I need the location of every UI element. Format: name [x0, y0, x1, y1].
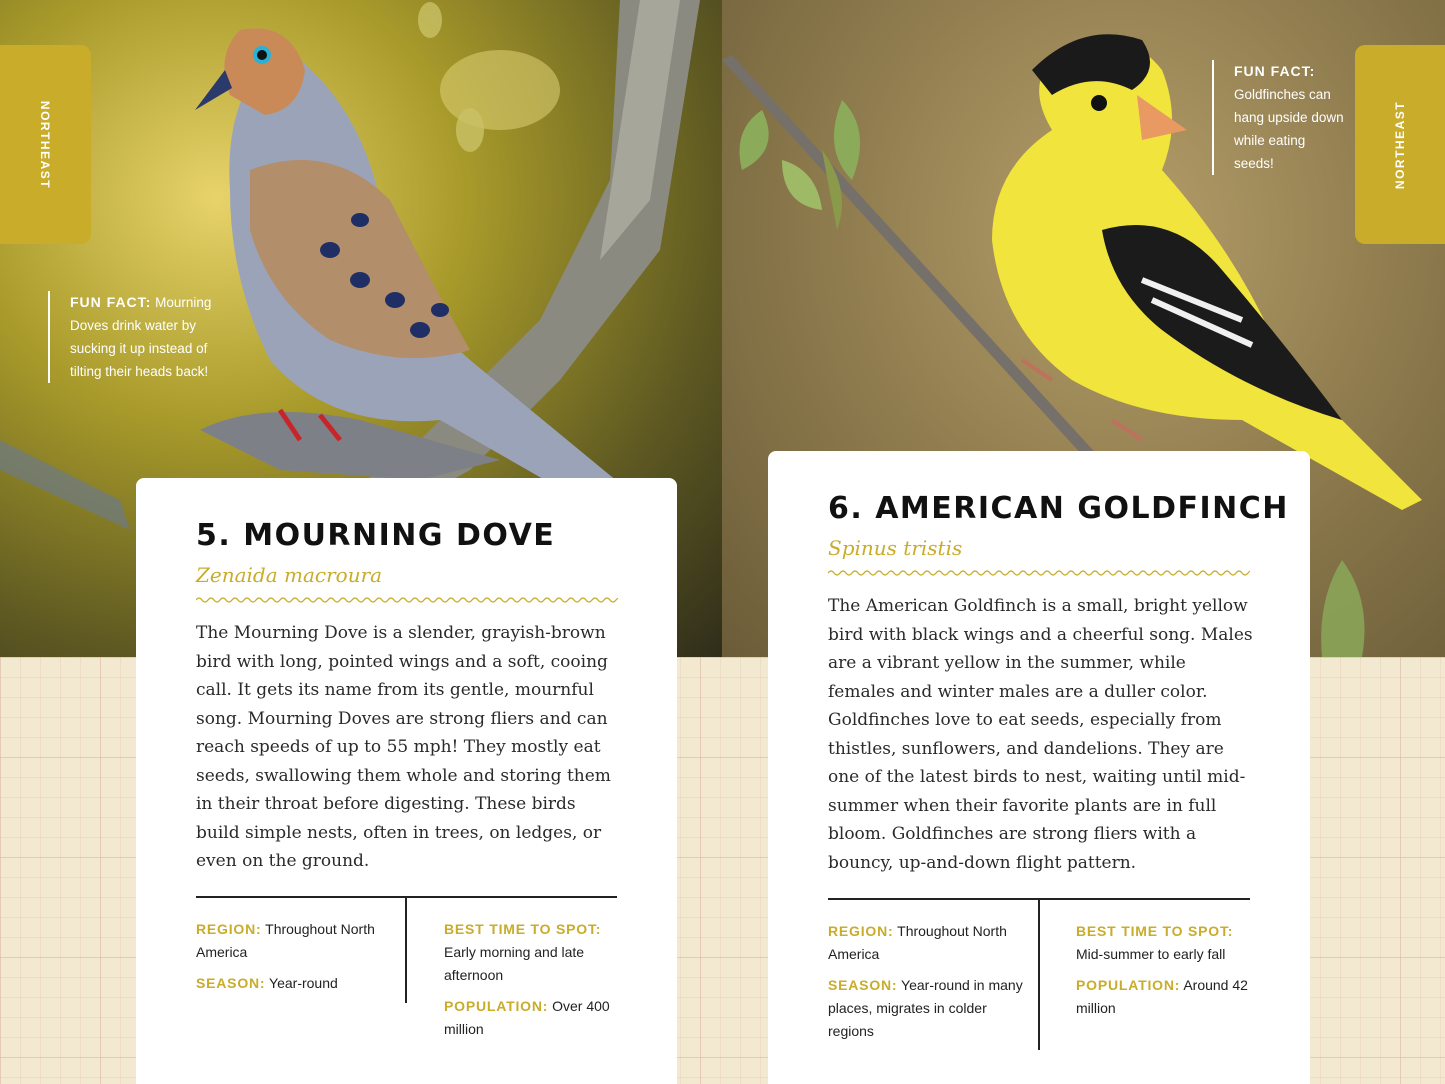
population-label: POPULATION:: [444, 998, 549, 1014]
fun-fact-right: [1212, 60, 1344, 175]
season-value: Year-round: [269, 975, 338, 991]
fun-fact-text: Goldfinches can hang upside down while eating seeds!: [1234, 87, 1344, 171]
info-column-right: [1076, 920, 1256, 1028]
info-column-left: [828, 920, 1023, 1051]
scientific-name: Zenaida macroura: [196, 563, 383, 587]
best-time-value: Early morning and late afternoon: [444, 944, 585, 983]
region-label: REGION:: [196, 921, 262, 937]
region-tab-left: [0, 45, 91, 244]
fun-fact-left: [48, 291, 223, 383]
bird-title: 5. MOURNING DOVE: [196, 518, 556, 553]
population-value: Over 400 million: [444, 998, 610, 1037]
best-time-value: Mid-summer to early fall: [1076, 946, 1226, 962]
season-label: SEASON:: [196, 975, 266, 991]
best-time-label: BEST TIME TO SPOT:: [1076, 923, 1234, 939]
fun-fact-label: FUN FACT:: [1234, 63, 1316, 79]
region-value: Throughout North America: [828, 923, 1007, 962]
season-value: Year-round in many places, migrates in colder regions: [828, 977, 1023, 1039]
scientific-name: Spinus tristis: [828, 536, 963, 560]
info-column-divider: [405, 898, 407, 1003]
bird-description: The Mourning Dove is a slender, grayish-brown bird with long, pointed wings and a soft, cooing call. It gets its name from its gentle, mournful song. Mourning Doves are strong fliers and can reach speeds of up to 55 mph! They mostly eat seeds, swallowing them whole and storing them in their throat before digesting. These birds build simple nests, often in trees, on ledges, or even on the ground.: [196, 623, 611, 871]
decorative-wave-divider: [196, 595, 618, 605]
fun-fact-label: FUN FACT:: [70, 294, 152, 310]
region-tab-label: NORTHEAST: [38, 100, 53, 189]
info-column-right: [444, 918, 624, 1049]
region-value: Throughout North America: [196, 921, 375, 960]
season-label: SEASON:: [828, 977, 898, 993]
bird-card-mourning-dove: [136, 478, 677, 1084]
region-label: REGION:: [828, 923, 894, 939]
decorative-wave-divider: [828, 568, 1250, 578]
bird-title: 6. AMERICAN GOLDFINCH: [828, 491, 1289, 526]
bird-card-american-goldfinch: [768, 451, 1310, 1084]
bird-description: The American Goldfinch is a small, bright yellow bird with black wings and a cheerful song. Males are a vibrant yellow in the summer, while females and winter males are a duller color. Goldfinches love to eat seeds, especially from thistles, sunflowers, and dandelions. They are one of the latest birds to nest, waiting until mid-summer when their favorite plants are in full bloom. Goldfinches are strong fliers with a bouncy, up-and-down flight pattern.: [828, 596, 1253, 873]
region-tab-right: [1355, 45, 1445, 244]
best-time-label: BEST TIME TO SPOT:: [444, 921, 602, 937]
info-column-divider: [1038, 900, 1040, 1050]
fun-fact-text: Mourning Doves drink water by sucking it up instead of tilting their heads back!: [70, 295, 212, 379]
region-tab-label: NORTHEAST: [1393, 100, 1408, 189]
population-value: Around 42 million: [1076, 977, 1248, 1016]
info-column-left: [196, 918, 391, 1003]
population-label: POPULATION:: [1076, 977, 1181, 993]
